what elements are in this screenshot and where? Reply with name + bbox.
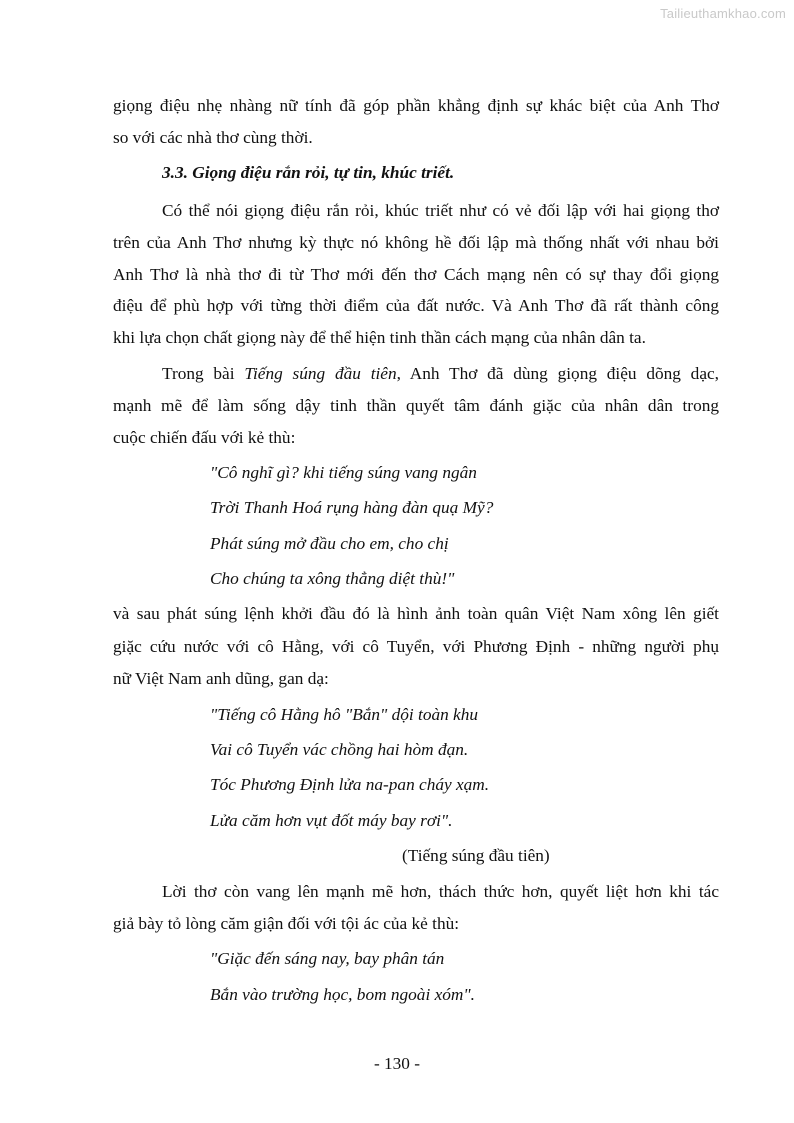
paragraph-line: trên của Anh Thơ nhưng kỳ thực nó không hề đối lập mà thống nhất với nhau bởi bbox=[113, 233, 719, 252]
paragraph-line bbox=[162, 364, 719, 384]
watermark: Tailieuthamkhao.com bbox=[660, 6, 786, 21]
verse-line: "Giặc đến sáng nay, bay phân tán bbox=[210, 949, 445, 968]
verse-line: Vai cô Tuyển vác chồng hai hòm đạn. bbox=[210, 740, 469, 759]
poem-title: Tiếng súng đầu tiên bbox=[244, 364, 397, 383]
paragraph-line: điệu để phù hợp với từng thời điểm của đất nước. Và Anh Thơ đã rất thành công bbox=[113, 296, 719, 315]
verse-line: Lửa căm hơn vụt đốt máy bay rơi". bbox=[210, 811, 453, 830]
verse-line: Trời Thanh Hoá rụng hàng đàn quạ Mỹ? bbox=[210, 498, 494, 517]
paragraph-line: so với các nhà thơ cùng thời. bbox=[113, 128, 313, 147]
paragraph-line: Có thể nói giọng điệu rắn rỏi, khúc triết như có vẻ đối lập với hai giọng thơ bbox=[162, 201, 719, 220]
text-run: , Anh Thơ đã dùng giọng điệu dõng dạc, bbox=[396, 364, 719, 383]
verse-source: (Tiếng súng đầu tiên) bbox=[402, 846, 550, 865]
paragraph-line: mạnh mẽ để làm sống dậy tinh thần quyết tâm đánh giặc của nhân dân trong bbox=[113, 396, 719, 415]
paragraph-line: giả bày tỏ lòng căm giận đối với tội ác của kẻ thù: bbox=[113, 914, 460, 933]
paragraph-line: nữ Việt Nam anh dũng, gan dạ: bbox=[113, 669, 329, 688]
section-heading: 3.3. Giọng điệu rắn rỏi, tự tin, khúc triết. bbox=[162, 163, 455, 182]
text-run: Trong bài bbox=[162, 364, 245, 383]
page-number: - 130 - bbox=[373, 1054, 421, 1073]
paragraph-line: Lời thơ còn vang lên mạnh mẽ hơn, thách thức hơn, quyết liệt hơn khi tác bbox=[162, 882, 719, 901]
paragraph-line: và sau phát súng lệnh khởi đầu đó là hình ảnh toàn quân Việt Nam xông lên giết bbox=[113, 604, 719, 623]
verse-line: "Cô nghĩ gì? khi tiếng súng vang ngân bbox=[210, 463, 477, 482]
paragraph-line: khi lựa chọn chất giọng này để thể hiện tinh thần cách mạng của nhân dân ta. bbox=[113, 328, 646, 347]
verse-line: Tóc Phương Định lửa na-pan cháy xạm. bbox=[210, 775, 490, 794]
verse-line: "Tiếng cô Hằng hô "Bắn" dội toàn khu bbox=[210, 705, 479, 724]
verse-line: Bắn vào trường học, bom ngoài xóm". bbox=[210, 985, 475, 1004]
paragraph-line: Anh Thơ là nhà thơ đi từ Thơ mới đến thơ Cách mạng nên có sự thay đổi giọng bbox=[113, 265, 719, 284]
paragraph-line: giọng điệu nhẹ nhàng nữ tính đã góp phần khẳng định sự khác biệt của Anh Thơ bbox=[113, 96, 719, 115]
verse-line: Phát súng mở đầu cho em, cho chị bbox=[210, 534, 449, 553]
verse-line: Cho chúng ta xông thẳng diệt thù!" bbox=[210, 569, 455, 588]
paragraph-line: giặc cứu nước với cô Hằng, với cô Tuyển, với Phương Định - những người phụ bbox=[113, 637, 719, 656]
paragraph-line: cuộc chiến đấu với kẻ thù: bbox=[113, 428, 296, 447]
